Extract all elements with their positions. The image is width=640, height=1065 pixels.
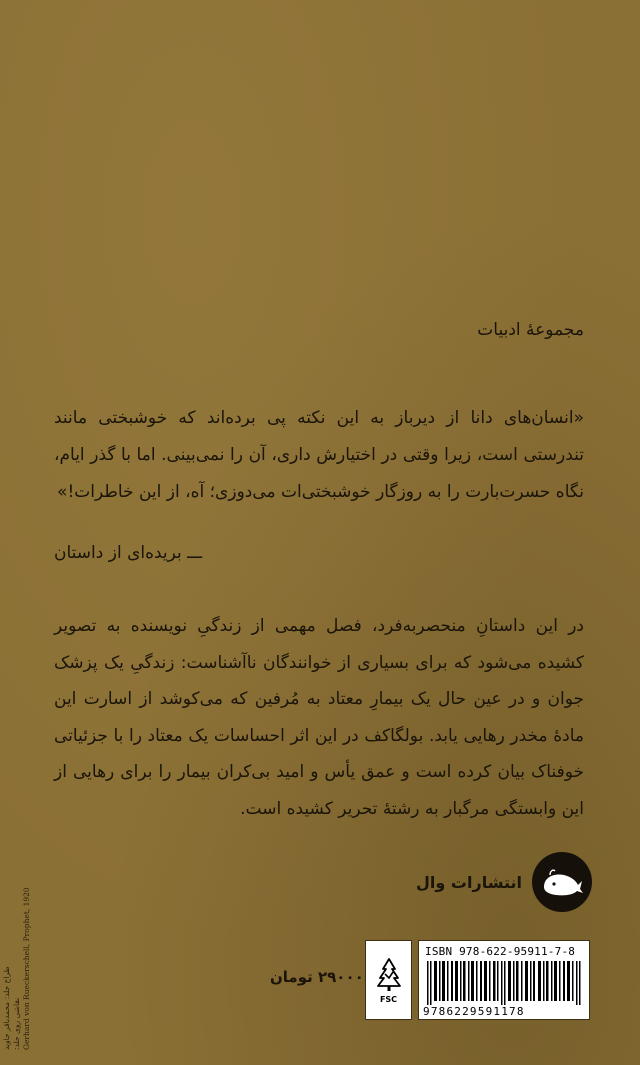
painting-attribution: Gerhard von Rueckerschell, Prophet, 1920	[22, 887, 31, 1050]
price-label: ۲۹۰۰۰ تومان	[270, 968, 364, 986]
book-description: در این داستانِ منحصربه‌فرد، فصل مهمی از زندگیِ نویسنده به تصویر کشیده می‌شود که برای بسیاری از خوانندگان ناآشناست: زندگیِ یک پزشک جوان و در عین حال یک بیمارِ معتاد به مُرفین که می‌کوشد از اسارت این مادهٔ مخدر رهایی یابد. بولگاکف در این اثر احساسات یک معتاد را با جزئیاتی خوفناک بیان کرده است و عمق یأس و امید بی‌کران بیمار را برای رهایی از این وابستگی مرگبار به رشتهٔ تحریر کشیده است.	[54, 616, 584, 819]
barcode-box	[418, 940, 590, 1020]
cover-credits	[2, 887, 31, 1050]
quote-source: ـــ بریده‌ای از داستان	[54, 543, 203, 563]
cover-designer-credit: طراح جلد: محمدباقر جاوید	[2, 966, 11, 1050]
book-quote: «انسان‌های دانا از دیرباز به این نکته پی برده‌اند که خوشبختی مانند تندرستی است، زیرا وقتی در اختیارش داری، آن را نمی‌بینی. اما با گذر ایام، نگاه حسرت‌بارت را به روزگار خوشبختی‌ات می‌دوزی؛ آه، از این خاطرات!»	[54, 408, 584, 502]
publisher-block	[416, 852, 592, 912]
publisher-name: انتشارات وال	[416, 872, 522, 892]
barcode-number: 9786229591178	[423, 1005, 525, 1018]
fsc-badge	[365, 940, 412, 1020]
barcode-icon	[425, 961, 585, 1005]
isbn-label: ISBN 978-622-95911-7-8	[425, 945, 576, 958]
series-label: مجموعهٔ ادبیات	[477, 320, 584, 340]
fsc-tree-icon	[374, 957, 404, 993]
whale-icon	[532, 852, 592, 912]
fsc-label: FSC	[379, 994, 398, 1004]
cover-painting-credit: نقاشی روی جلد:	[12, 997, 21, 1050]
